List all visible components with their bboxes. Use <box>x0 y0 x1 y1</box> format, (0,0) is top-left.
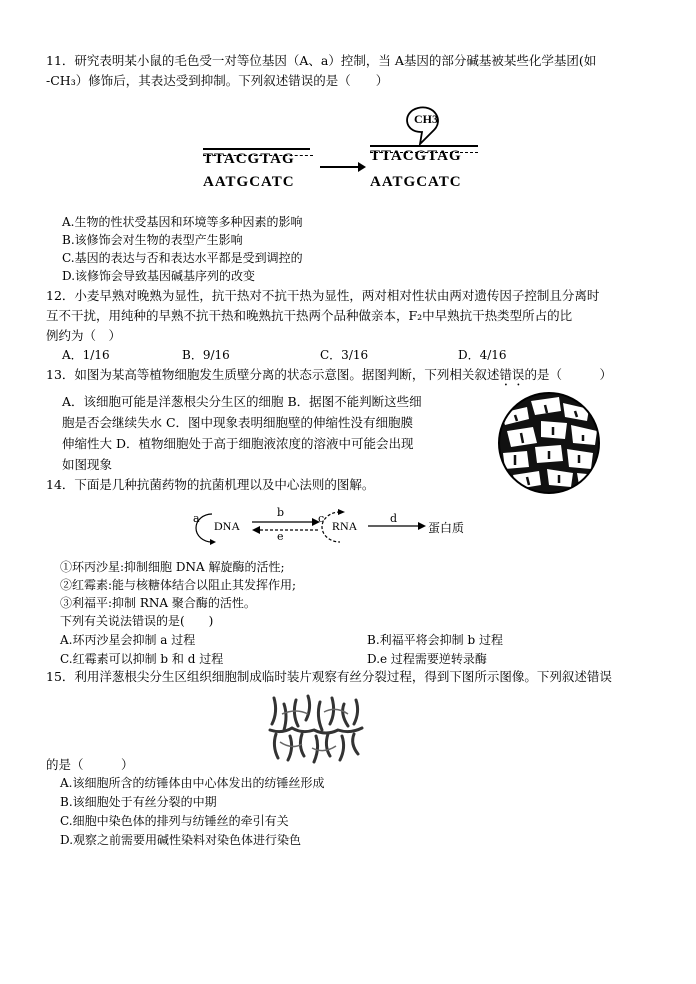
q13-line3: 伸缩性大 D．植物细胞处于高于细胞液浓度的溶液中可能会出现 <box>62 436 414 451</box>
methyl-group-label: CH3 <box>414 112 438 126</box>
q14-note-2: ②红霉素:能与核糖体结合以阻止其发挥作用; <box>60 578 297 592</box>
right-bottom-sequence: AATGCATC <box>370 174 462 190</box>
rna-label: RNA <box>332 519 358 533</box>
q13-stem-end: 的是（ ） <box>524 367 612 382</box>
right-top-sequence: TTACGTAG <box>370 148 462 164</box>
q15-stem-line2: 的是（ ） <box>46 757 134 772</box>
q15-option-a: A.该细胞所含的纺锤体由中心体发出的纺锤丝形成 <box>60 776 325 790</box>
q12-stem-line2: 互不干扰，用纯种的早熟不抗干热和晚熟抗干热两个品种做亲本，F₂中早熟抗干热类型所占的比 <box>46 308 573 323</box>
q14-note-1: ①环丙沙星:抑制细胞 DNA 解旋酶的活性; <box>60 560 285 574</box>
q15-option-c: C.细胞中染色体的排列与纺锤丝的牵引有关 <box>60 814 289 828</box>
q15-stem-line1: 15．利用洋葱根尖分生区组织细胞制成临时装片观察有丝分裂过程，得到下图所示图像。下列叙述错误 <box>46 669 612 684</box>
process-label-e: e <box>277 530 284 543</box>
q14-option-c: C.红霉素可以抑制 b 和 d 过程 <box>60 652 224 666</box>
q11-option-a: A.生物的性状受基因和环境等多种因素的影响 <box>62 215 303 229</box>
mitosis-cell-image <box>262 690 372 766</box>
q13-line1: A．该细胞可能是洋葱根尖分生区的细胞 B．据图不能判断这些细 <box>62 394 422 409</box>
q11-stem-line2: -CH₃）修饰后，其表达受到抑制。下列叙述错误的是（ ） <box>46 73 389 88</box>
process-label-b: b <box>277 506 285 519</box>
arrow-icon <box>318 160 368 174</box>
q12-option-d: D．4/16 <box>458 348 507 362</box>
q11-option-b: B.该修饰会对生物的表型产生影响 <box>62 233 243 247</box>
dna-label: DNA <box>214 519 240 533</box>
q12-option-c: C．3/16 <box>320 348 369 362</box>
q13-stem <box>46 366 612 389</box>
q14-note-3: ③利福平:抑制 RNA 聚合酶的活性。 <box>60 596 256 610</box>
q11-option-c: C.基因的表达与否和表达水平都是受到调控的 <box>62 251 303 265</box>
process-label-d: d <box>390 512 398 525</box>
q11-stem-line1: 11．研究表明某小鼠的毛色受一对等位基因（A、a）控制，当 A基因的部分碱基被某些化学基团(如 <box>46 53 597 68</box>
q14-stem: 14．下面是几种抗菌药物的抗菌机理以及中心法则的图解。 <box>46 477 375 492</box>
q15-option-d: D.观察之前需要用碱性染料对染色体进行染色 <box>60 833 302 847</box>
q13-line2: 胞是否会继续失水 C．图中现象表明细胞壁的伸缩性没有细胞膜 <box>62 415 414 430</box>
q15-option-b: B.该细胞处于有丝分裂的中期 <box>60 795 217 809</box>
process-label-c: c <box>318 512 325 525</box>
q11-option-d: D.该修饰会导致基因碱基序列的改变 <box>62 269 256 283</box>
process-label-a: a <box>193 512 200 525</box>
q12-option-b: B．9/16 <box>182 348 230 362</box>
protein-label: 蛋白质 <box>428 521 465 535</box>
q12-option-a: A．1/16 <box>62 348 110 362</box>
left-bottom-sequence: AATGCATC <box>203 174 295 190</box>
q13-stem-emphasis: 错误 <box>499 367 525 382</box>
q14-question: 下列有关说法错误的是( ) <box>60 614 214 628</box>
q14-option-a: A.环丙沙星会抑制 a 过程 <box>60 633 196 647</box>
q14-option-d: D.e 过程需要逆转录酶 <box>367 652 487 666</box>
q12-stem-line1: 12．小麦早熟对晚熟为显性，抗干热对不抗干热为显性，两对相对性状由两对遗传因子控制且分离时 <box>46 288 600 303</box>
plasmolysis-cell-image <box>497 391 601 495</box>
q12-stem-line3: 例约为（ ） <box>46 328 122 343</box>
q13-line4: 如图现象 <box>62 457 113 472</box>
left-top-sequence: TTACGTAG <box>203 151 295 167</box>
q14-option-b: B.利福平将会抑制 b 过程 <box>367 633 503 647</box>
q13-stem-text: 13．如图为某高等植物细胞发生质壁分离的状态示意图。据图判断，下列相关叙述 <box>46 367 500 382</box>
